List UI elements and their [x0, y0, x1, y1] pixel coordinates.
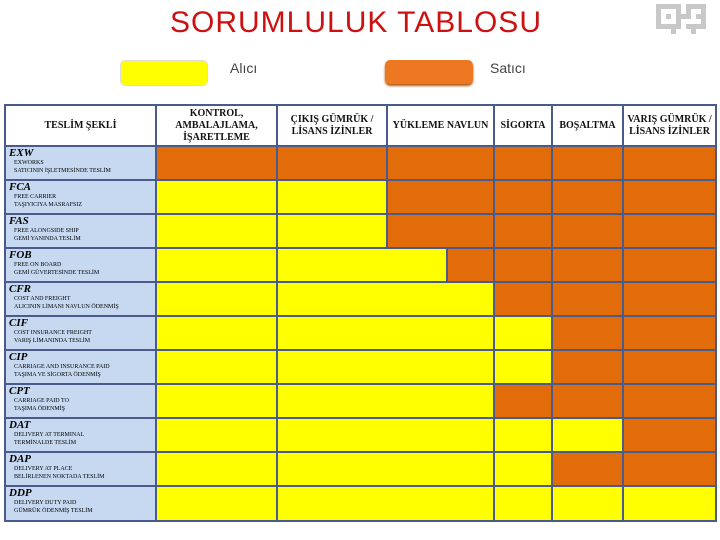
logo-pixel	[701, 24, 706, 29]
row-desc-line2: GEMİ GÜVERTESİNDE TESLİM	[14, 270, 100, 276]
row-code: DAT	[9, 419, 31, 431]
buyer-responsibility-cell	[278, 283, 493, 315]
row-code: FAS	[9, 215, 29, 227]
buyer-legend-label: Alıcı	[230, 60, 258, 76]
row-desc-line1: EXWORKS	[14, 160, 44, 166]
buyer-responsibility-cell	[624, 487, 715, 520]
header-import-customs: VARIŞ GÜMRÜK / LİSANS İZİNLER	[624, 106, 715, 145]
logo-pixel	[686, 14, 691, 19]
row-label-cif	[6, 317, 155, 349]
buyer-responsibility-cell	[157, 385, 276, 417]
seller-responsibility-cell	[624, 419, 715, 451]
seller-responsibility-cell	[553, 147, 622, 179]
buyer-responsibility-cell	[157, 419, 276, 451]
logo-pixel	[666, 14, 671, 19]
buyer-responsibility-cell	[553, 487, 622, 520]
buyer-responsibility-cell	[157, 351, 276, 383]
row-label-cfr	[6, 283, 155, 315]
buyer-responsibility-cell	[278, 181, 386, 213]
row-code: CIP	[9, 351, 28, 363]
row-code: FOB	[9, 249, 32, 261]
header-export-customs: ÇIKIŞ GÜMRÜK / LİSANS İZİNLER	[278, 106, 386, 145]
buyer-responsibility-cell	[157, 181, 276, 213]
logo-pixel	[676, 24, 681, 29]
seller-responsibility-cell	[624, 283, 715, 315]
header-delivery-type: TESLİM ŞEKLİ	[6, 106, 155, 145]
seller-responsibility-cell	[388, 147, 493, 179]
row-label-fas	[6, 215, 155, 247]
row-desc-line1: COST AND FREIGHT	[14, 296, 71, 302]
buyer-responsibility-cell	[278, 351, 493, 383]
seller-responsibility-cell	[624, 147, 715, 179]
buyer-responsibility-cell	[157, 283, 276, 315]
seller-legend-label: Satıcı	[490, 60, 526, 76]
buyer-responsibility-cell	[278, 453, 493, 485]
row-label-exw	[6, 147, 155, 179]
buyer-responsibility-cell	[278, 249, 446, 281]
buyer-responsibility-cell	[278, 215, 386, 247]
row-desc-line2: GEMİ YANINDA TESLİM	[14, 236, 81, 242]
row-desc-line1: FREE ON BOARD	[14, 262, 62, 268]
row-desc-line1: COST INSURANCE FREIGHT	[14, 330, 92, 336]
logo-pixel	[671, 29, 676, 34]
seller-responsibility-cell	[624, 317, 715, 349]
row-label-ddp	[6, 487, 155, 520]
buyer-legend-swatch	[120, 60, 208, 86]
buyer-responsibility-cell	[553, 419, 622, 451]
buyer-responsibility-cell	[278, 385, 493, 417]
row-desc-line2: BELİRLENEN NOKTADA TESLİM	[14, 474, 105, 480]
row-desc-line1: DELIVERY AT TERMINAL	[14, 432, 85, 438]
seller-responsibility-cell	[495, 385, 551, 417]
header-control: KONTROL, AMBALAJLAMA, İŞARETLEME	[157, 106, 276, 145]
seller-responsibility-cell	[553, 453, 622, 485]
row-label-dat	[6, 419, 155, 451]
seller-responsibility-cell	[553, 181, 622, 213]
logo-pixel	[691, 29, 696, 34]
seller-responsibility-cell	[624, 351, 715, 383]
row-desc-line1: FREE ALONGSIDE SHIP	[14, 228, 79, 234]
row-desc-line2: TERMİNALDE TESLİM	[14, 440, 77, 446]
row-label-fca	[6, 181, 155, 213]
buyer-responsibility-cell	[495, 317, 551, 349]
header-loading-freight: YÜKLEME NAVLUN	[388, 106, 493, 145]
seller-responsibility-cell	[448, 249, 493, 281]
buyer-responsibility-cell	[157, 453, 276, 485]
seller-responsibility-cell	[624, 249, 715, 281]
row-label-fob	[6, 249, 155, 281]
row-code: EXW	[9, 147, 34, 159]
buyer-responsibility-cell	[157, 215, 276, 247]
buyer-responsibility-cell	[495, 453, 551, 485]
seller-responsibility-cell	[553, 283, 622, 315]
row-code: CFR	[9, 283, 32, 295]
row-desc-line2: VARIŞ LİMANINDA TESLİM	[14, 338, 91, 344]
seller-responsibility-cell	[553, 317, 622, 349]
row-code: CIF	[9, 317, 28, 329]
buyer-responsibility-cell	[495, 487, 551, 520]
header-insurance: SİGORTA	[495, 106, 551, 145]
seller-responsibility-cell	[624, 181, 715, 213]
seller-responsibility-cell	[553, 385, 622, 417]
page-title: SORUMLULUK TABLOSU	[170, 6, 542, 39]
buyer-responsibility-cell	[278, 317, 493, 349]
seller-responsibility-cell	[495, 147, 551, 179]
row-desc-line2: ALICININ LİMANI NAVLUN ÖDENMİŞ	[14, 304, 119, 310]
row-desc-line1: DELIVERY DUTY PAID	[14, 500, 77, 506]
row-desc-line2: SATICININ İŞLETMESİNDE TESLİM	[14, 168, 111, 174]
buyer-responsibility-cell	[157, 317, 276, 349]
seller-responsibility-cell	[553, 249, 622, 281]
seller-responsibility-cell	[495, 283, 551, 315]
row-desc-line1: CARRIAGE AND INSURANCE PAID	[14, 364, 110, 370]
seller-legend-swatch	[385, 60, 473, 84]
seller-responsibility-cell	[624, 385, 715, 417]
seller-responsibility-cell	[495, 249, 551, 281]
header-unloading: BOŞALTMA	[553, 106, 622, 145]
seller-responsibility-cell	[495, 181, 551, 213]
seller-responsibility-cell	[388, 215, 493, 247]
seller-responsibility-cell	[495, 215, 551, 247]
buyer-responsibility-cell	[157, 249, 276, 281]
buyer-responsibility-cell	[495, 351, 551, 383]
seller-responsibility-cell	[278, 147, 386, 179]
row-desc-line1: FREE CARRIER	[14, 194, 57, 200]
responsibility-table	[4, 104, 717, 522]
row-label-dap	[6, 453, 155, 485]
row-desc-line1: DELIVERY AT PLACE	[14, 466, 73, 472]
seller-responsibility-cell	[624, 453, 715, 485]
buyer-responsibility-cell	[278, 487, 493, 520]
row-code: DDP	[9, 487, 32, 499]
seller-responsibility-cell	[624, 215, 715, 247]
seller-responsibility-cell	[388, 181, 493, 213]
row-label-cpt	[6, 385, 155, 417]
seller-responsibility-cell	[157, 147, 276, 179]
row-code: DAP	[9, 453, 31, 465]
row-label-cip	[6, 351, 155, 383]
row-desc-line1: CARRIAGE PAID TO	[14, 398, 69, 404]
buyer-responsibility-cell	[495, 419, 551, 451]
seller-responsibility-cell	[553, 215, 622, 247]
buyer-responsibility-cell	[157, 487, 276, 520]
buyer-responsibility-cell	[278, 419, 493, 451]
row-desc-line2: TAŞIYICIYA MASRAFSIZ	[14, 202, 83, 208]
row-desc-line2: GÜMRÜK ÖDENMİŞ TESLİM	[14, 508, 93, 514]
row-desc-line2: TAŞIMA VE SİGORTA ÖDENMİŞ	[14, 372, 101, 378]
row-desc-line2: TAŞIMA ÖDENMİŞ	[14, 406, 66, 412]
row-code: CPT	[9, 385, 30, 397]
logo-icon	[656, 4, 706, 38]
row-code: FCA	[9, 181, 32, 193]
seller-responsibility-cell	[553, 351, 622, 383]
